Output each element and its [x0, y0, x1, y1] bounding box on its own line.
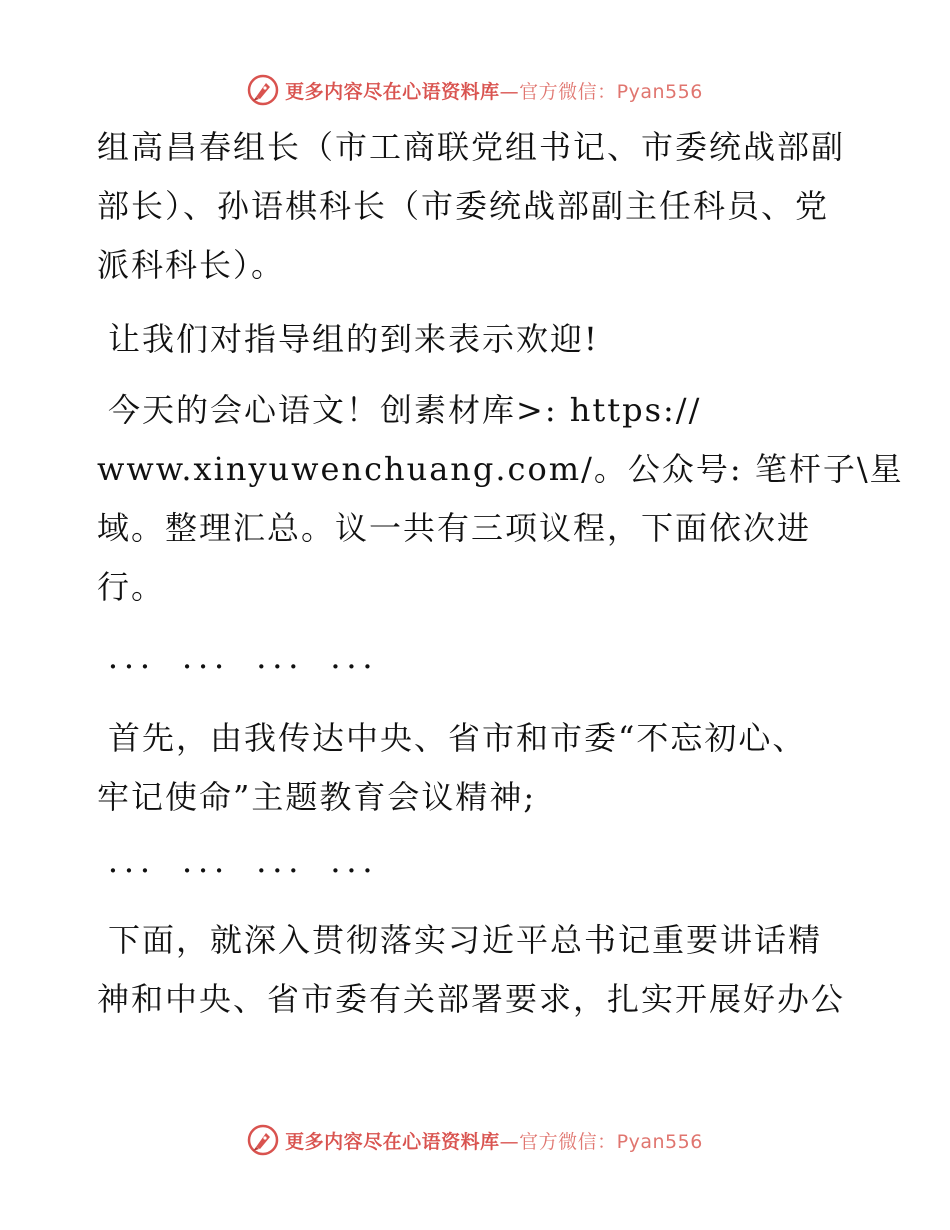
paragraph-welcome [108, 310, 868, 369]
banner-separator: — [499, 80, 520, 103]
ellipsis-row [108, 832, 868, 891]
banner-separator: — [499, 1130, 520, 1153]
banner-wechat: 官方微信：Pyan556 [519, 80, 703, 103]
ellipsis-row [108, 628, 868, 687]
header-banner-text [285, 77, 703, 104]
banner-lead: 更多内容尽在心语资料库 [285, 1130, 500, 1153]
text-line: 组高昌春组长（市工商联党组书记、市委统战部副 [97, 128, 846, 166]
text-line: 首先，由我传达中央、省市和市委“不忘初心、 [108, 719, 807, 757]
pen-nib-circle-logo-icon [247, 1124, 279, 1156]
text-line: 部长）、孙语棋科长（市委统战部副主任科员、党 [97, 187, 830, 225]
text-line: 域。整理汇总。议一共有三项议程，下面依次进 [97, 509, 812, 547]
text-line: 神和中央、省市委有关部署要求，扎实开展好办公 [97, 980, 846, 1018]
pen-nib-circle-logo-icon [247, 74, 279, 106]
text-line: 下面，就深入贯彻落实习近平总书记重要讲话精 [108, 921, 823, 959]
text-line: 今天的会心语文！创素材库>: https:// [108, 391, 702, 429]
paragraph-guidance-group [97, 118, 857, 295]
header-banner [0, 72, 950, 108]
banner-wechat: 官方微信：Pyan556 [519, 1130, 703, 1153]
banner-lead: 更多内容尽在心语资料库 [285, 80, 500, 103]
ellipsis-text: ．．． ．．． ．．． ．．． [108, 842, 395, 880]
footer-banner [0, 1122, 950, 1158]
footer-banner-text [285, 1127, 703, 1154]
text-line: 派科科长）。 [97, 246, 286, 284]
paragraph-agenda [97, 381, 904, 617]
paragraph-next-agenda [97, 911, 868, 1029]
text-line: www.xinyuwenchuang.com/。公众号: 笔杆子\星 [97, 450, 904, 488]
text-line: 行。 [97, 568, 166, 606]
text-line: 让我们对指导组的到来表示欢迎! [108, 320, 599, 358]
text-line: 牢记使命”主题教育会议精神; [97, 778, 537, 816]
ellipsis-text: ．．． ．．． ．．． ．．． [108, 638, 395, 676]
paragraph-first-agenda [97, 709, 868, 827]
